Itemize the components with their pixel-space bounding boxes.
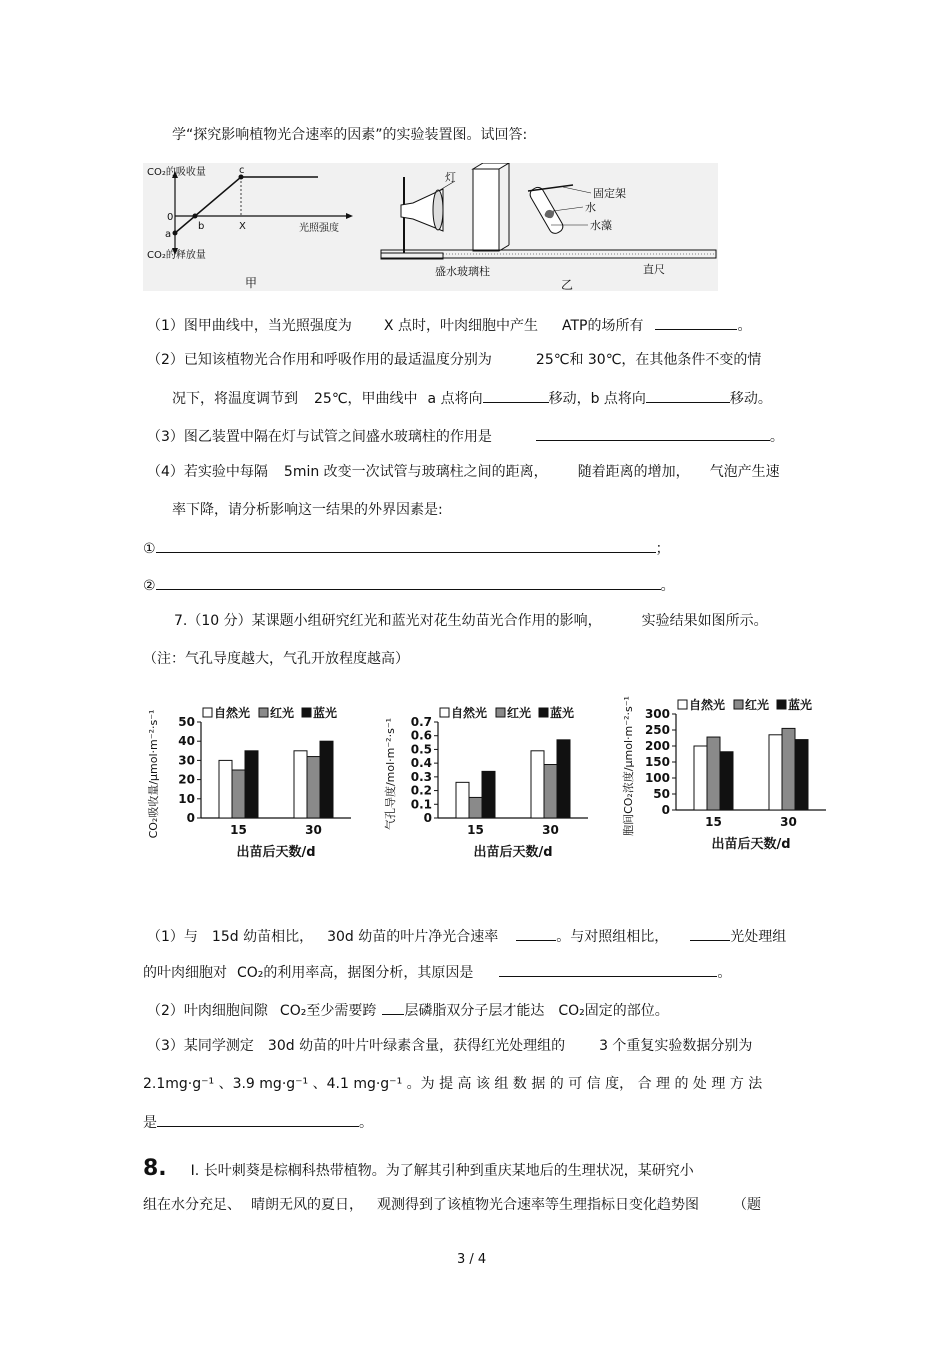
q6-2-blank-b[interactable] xyxy=(646,388,730,403)
label-algae: 水藻 xyxy=(590,219,612,232)
legend-label-1: 红光 xyxy=(270,706,295,720)
q6-2-text-c: 况下，将温度调节到 xyxy=(172,391,298,407)
legend-label-2: 蓝光 xyxy=(313,706,338,720)
q6-2-text-g: 移动。 xyxy=(729,391,772,407)
item-1-blank[interactable] xyxy=(156,538,656,553)
y-tick-label-1: 0.1 xyxy=(410,797,432,812)
item-1-marker: ① xyxy=(143,541,156,557)
y-tick-label-6: 0.6 xyxy=(410,728,432,743)
bar-30-1 xyxy=(782,728,795,810)
q7-2-text-d: CO₂固定的部位。 xyxy=(558,1003,669,1019)
q7-title-a: 7.（10 分）某课题小组研究红光和蓝光对花生幼苗光合作用的影响， xyxy=(174,613,602,629)
q6-4-text-d: 气泡产生速 xyxy=(709,464,780,480)
jia-point-0: 0 xyxy=(167,212,174,223)
x-tick-label-1: 30 xyxy=(542,823,559,837)
legend-swatch-0 xyxy=(678,700,687,709)
y-tick-label-1: 10 xyxy=(178,791,195,806)
bar-30-2 xyxy=(557,740,570,818)
q6-2-text-b: 25℃和 30℃，在其他条件不变的情 xyxy=(535,352,762,368)
bar-15-2 xyxy=(482,771,495,818)
item-1-end: ； xyxy=(655,541,670,557)
bar-15-0 xyxy=(456,782,469,818)
caption-yi: 乙 xyxy=(561,278,574,291)
y-tick-label-5: 50 xyxy=(178,715,195,729)
y-tick-label-6: 300 xyxy=(644,707,670,721)
y-tick-label-0: 0 xyxy=(661,803,670,817)
item-2-blank[interactable] xyxy=(156,575,661,590)
q7-1-text-c: 30d 幼苗的叶片净光合速率 xyxy=(327,929,499,945)
q6-1-text-c: ATP的场所有 xyxy=(561,318,644,334)
q6-3-text: （3）图乙装置中隔在灯与试管之间盛水玻璃柱的作用是 xyxy=(147,429,492,445)
q8 xyxy=(143,1156,694,1184)
item-2-end: 。 xyxy=(660,578,675,594)
q6-2-text-e: a 点将向 xyxy=(427,391,483,407)
q7-3-cont xyxy=(143,1112,373,1132)
q7-2-text-b: CO₂至少需要跨 xyxy=(279,1003,377,1019)
q6-4-text-c: 随着距离的增加， xyxy=(577,464,690,480)
q7-1-cont xyxy=(143,962,731,982)
q7-title xyxy=(174,612,768,630)
q6-3-end: 。 xyxy=(769,429,784,445)
x-tick-label-0: 15 xyxy=(467,823,484,837)
item-2-marker: ② xyxy=(143,578,156,594)
jia-point-b: b xyxy=(198,221,205,232)
y-tick-label-4: 40 xyxy=(178,734,195,749)
q6-2-text-f: 移动，b 点将向 xyxy=(548,391,646,407)
q7-2-text-a: （2）叶肉细胞间隙 xyxy=(147,1003,268,1019)
bar-30-0 xyxy=(531,751,544,818)
q7-3-text-c: 3 个重复实验数据分别为 xyxy=(599,1038,753,1054)
q8-text-b: 组在水分充足、 xyxy=(143,1197,241,1213)
q8-cont xyxy=(143,1196,761,1214)
q6-1-blank[interactable] xyxy=(655,315,737,330)
q7-3-text-d: 2.1mg·g⁻¹ 、3.9 mg·g⁻¹ 、4.1 mg·g⁻¹ 。为 提 高 该 组 数 据 的 可 信 度， 合 理 的 处 理 方 法 xyxy=(143,1076,763,1092)
y-axis-label: 胞间CO₂浓度/μmol·m⁻²·s⁻¹ xyxy=(622,696,635,836)
q7-1-text-g: CO₂的利用率高，据图分析，其原因是 xyxy=(237,965,474,981)
q7-3-text-a: （3）某同学测定 xyxy=(147,1038,254,1054)
legend-label-0: 自然光 xyxy=(214,706,251,720)
bar-30-2 xyxy=(320,741,333,818)
jia-ylabel-bottom: CO₂的释放量 xyxy=(147,250,206,261)
legend-label-1: 红光 xyxy=(745,698,770,712)
q6-2-text-d: 25℃，甲曲线中 xyxy=(314,391,418,407)
y-tick-label-7: 0.7 xyxy=(410,715,432,729)
chart-stomatal-conductance xyxy=(380,696,610,866)
y-tick-label-5: 250 xyxy=(644,723,670,737)
q6-2-text-a: （2）已知该植物光合作用和呼吸作用的最适温度分别为 xyxy=(147,352,492,368)
x-tick-label-0: 15 xyxy=(705,815,722,829)
q6-2-cont xyxy=(172,388,772,408)
bar-15-1 xyxy=(232,770,245,818)
y-tick-label-1: 50 xyxy=(653,787,670,801)
q7-1 xyxy=(147,926,786,946)
legend-label-2: 蓝光 xyxy=(550,706,575,720)
q7-3-text-e: 是 xyxy=(143,1115,157,1131)
q7-1-end: 。 xyxy=(717,965,732,981)
q8-text-a: Ⅰ. 长叶刺葵是棕榈科热带植物。为了解其引种到重庆某地后的生理状况，某研究小 xyxy=(190,1163,694,1179)
q8-text-e: （题 xyxy=(733,1197,761,1213)
q6-4-text-e: 率下降，请分析影响这一结果的外界因素是: xyxy=(172,502,443,518)
q7-1-text-a: （1）与 xyxy=(147,929,198,945)
q6-3 xyxy=(147,426,784,446)
q7-1-text-e: 光处理组 xyxy=(730,929,787,945)
x-tick-label-0: 15 xyxy=(230,823,247,837)
q7-title-b: 实验结果如图所示。 xyxy=(641,613,768,629)
x-axis-label: 出苗后天数/d xyxy=(236,845,316,860)
legend-swatch-1 xyxy=(496,708,505,717)
bar-15-2 xyxy=(720,752,733,810)
q6-1 xyxy=(147,315,751,335)
q7-3-text-b: 30d 幼苗的叶片叶绿素含量，获得红光处理组的 xyxy=(267,1038,566,1054)
bar-30-0 xyxy=(769,735,782,810)
q7-1-blank-c[interactable] xyxy=(499,962,717,977)
legend-swatch-2 xyxy=(302,708,311,717)
intro-text: 学“探究影响植物光合速率的因素”的实验装置图。试回答: xyxy=(172,127,528,143)
x-tick-label-1: 30 xyxy=(305,823,322,837)
x-axis-label: 出苗后天数/d xyxy=(711,837,791,852)
q7-1-text-f: 的叶肉细胞对 xyxy=(143,965,227,981)
q7-2-blank[interactable] xyxy=(382,1000,404,1015)
y-tick-label-0: 0 xyxy=(186,811,195,825)
bar-30-0 xyxy=(294,751,307,818)
y-tick-label-5: 0.5 xyxy=(410,742,432,757)
y-tick-label-3: 150 xyxy=(644,755,670,769)
legend-swatch-1 xyxy=(734,700,743,709)
bar-30-2 xyxy=(795,740,808,810)
y-tick-label-0: 0 xyxy=(423,811,432,825)
bar-15-0 xyxy=(219,760,232,818)
bar-15-1 xyxy=(707,737,720,810)
x-tick-label-1: 30 xyxy=(780,815,797,829)
q6-4-text-a: （4）若实验中每隔 xyxy=(147,464,268,480)
jia-point-x: X xyxy=(239,221,246,232)
q8-text-c: 晴朗无风的夏日， xyxy=(251,1197,363,1213)
q7-note: （注：气孔导度越大，气孔开放程度越高） xyxy=(143,651,409,667)
y-axis-label: CO₂吸收量/μmol·m⁻²·s⁻¹ xyxy=(147,709,160,839)
label-ruler: 直尺 xyxy=(643,263,665,276)
legend-swatch-2 xyxy=(539,708,548,717)
y-tick-label-3: 30 xyxy=(178,753,195,768)
y-tick-label-2: 100 xyxy=(644,771,670,785)
q7-3 xyxy=(147,1037,752,1055)
q6-4-item-2 xyxy=(143,575,675,595)
q7-1-text-b: 15d 幼苗相比， xyxy=(211,929,314,945)
legend-swatch-1 xyxy=(259,708,268,717)
q6-4-text-b: 5min 改变一次试管与玻璃柱之间的距离， xyxy=(283,464,548,480)
legend-label-2: 蓝光 xyxy=(788,698,813,712)
label-water: 水 xyxy=(585,201,596,214)
q7-1-blank-b[interactable] xyxy=(690,926,730,941)
y-tick-label-4: 0.4 xyxy=(410,756,432,771)
label-fixed-frame: 固定架 xyxy=(593,187,626,200)
caption-jia: 甲 xyxy=(245,276,258,290)
q7-3-end: 。 xyxy=(359,1115,373,1131)
q8-number: 8. xyxy=(143,1156,167,1181)
q6-1-end: 。 xyxy=(737,318,752,334)
bar-30-1 xyxy=(307,757,320,818)
y-axis-label: 气孔导度/mol·m⁻²·s⁻¹ xyxy=(384,717,397,831)
q6-3-blank[interactable] xyxy=(536,426,770,441)
y-tick-label-3: 0.3 xyxy=(410,769,432,784)
q6-1-text-b: X 点时，叶肉细胞中产生 xyxy=(383,318,538,334)
y-tick-label-2: 20 xyxy=(178,772,195,787)
q8-text-d: 观测得到了该植物光合速率等生理指标日变化趋势图 xyxy=(377,1197,699,1213)
legend-label-0: 自然光 xyxy=(689,698,726,712)
legend-swatch-0 xyxy=(203,708,212,717)
legend-swatch-2 xyxy=(777,700,786,709)
q7-2 xyxy=(147,1000,669,1020)
y-tick-label-4: 200 xyxy=(644,739,670,753)
legend-label-1: 红光 xyxy=(507,706,532,720)
legend-swatch-0 xyxy=(440,708,449,717)
q6-4-item-1 xyxy=(143,538,670,558)
bar-15-1 xyxy=(469,797,482,818)
page-number: 3 / 4 xyxy=(457,1252,487,1267)
bar-15-2 xyxy=(245,751,258,818)
q6-2-blank-a[interactable] xyxy=(483,388,549,403)
q6-4 xyxy=(147,463,780,481)
legend-label-0: 自然光 xyxy=(451,706,488,720)
jia-ylabel-top: CO₂的吸收量 xyxy=(147,167,206,178)
chart-co2-absorption xyxy=(143,696,363,866)
bar-15-0 xyxy=(694,746,707,810)
q6-2 xyxy=(147,351,761,369)
jia-point-a: a xyxy=(165,229,172,240)
q7-1-text-d: 。与对照组相比， xyxy=(556,929,669,945)
q6-1-text-a: （1）图甲曲线中，当光照强度为 xyxy=(147,318,352,334)
q7-2-text-c: 层磷脂双分子层才能达 xyxy=(404,1003,545,1019)
bar-30-1 xyxy=(544,765,557,818)
y-tick-label-2: 0.2 xyxy=(410,783,432,798)
q7-3-blank[interactable] xyxy=(157,1112,359,1127)
x-axis-label: 出苗后天数/d xyxy=(473,845,553,860)
q7-1-blank-a[interactable] xyxy=(516,926,556,941)
figure-jia-yi xyxy=(143,163,718,291)
jia-xlabel: 光照强度 xyxy=(299,223,339,234)
label-glass-column: 盛水玻璃柱 xyxy=(435,265,490,278)
jia-point-c: c xyxy=(239,165,245,176)
label-lamp: 灯 xyxy=(445,171,456,184)
chart-intercellular-co2 xyxy=(618,688,838,858)
